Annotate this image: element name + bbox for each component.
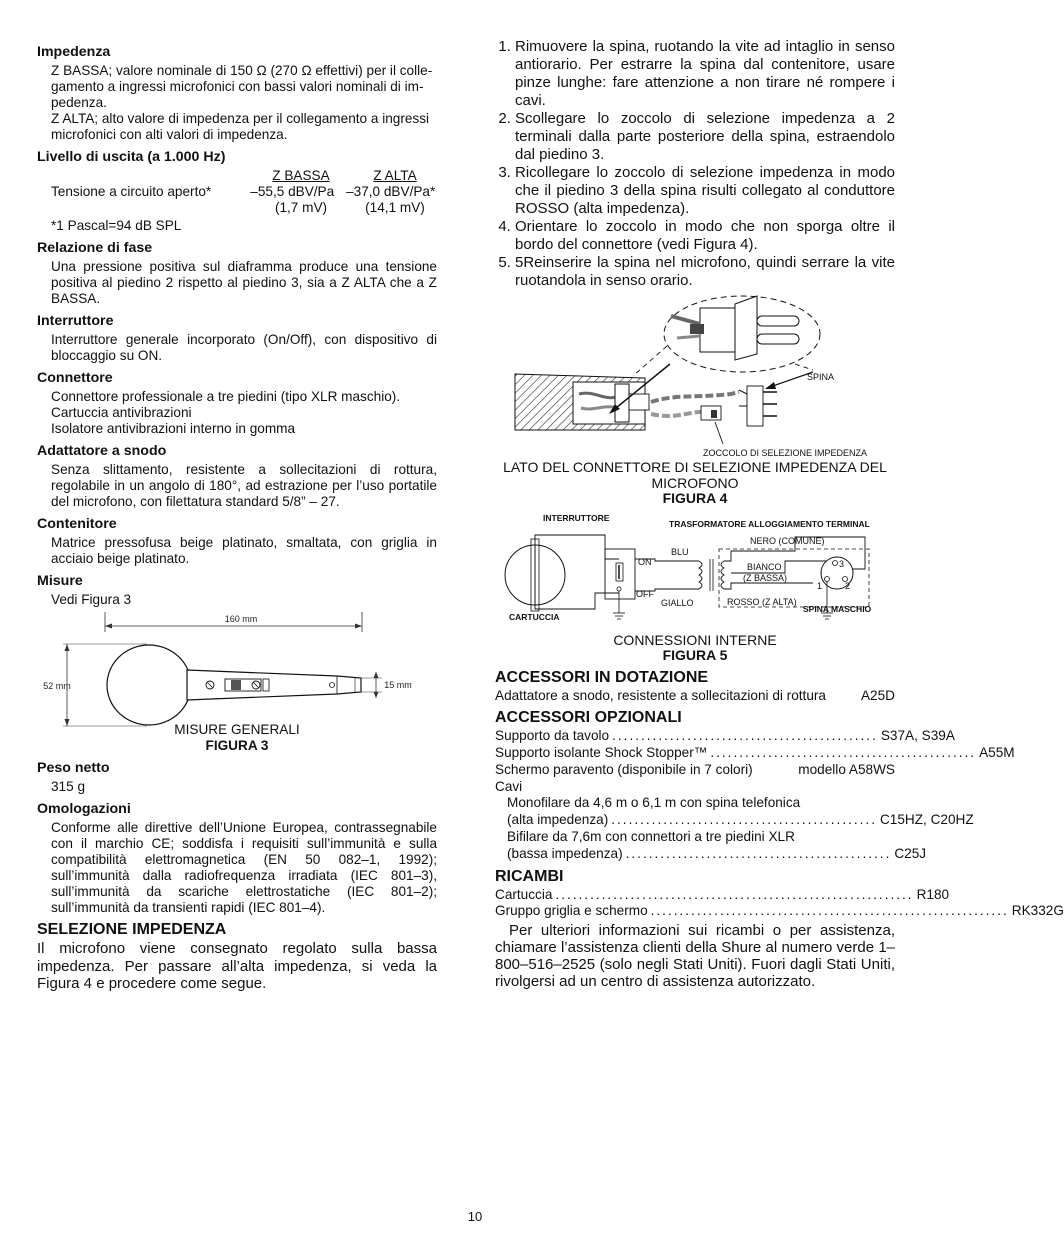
heading-interruttore: Interruttore [37,313,114,329]
livello-high-value: –37,0 dBV/Pa* [346,184,436,199]
connettore-line: Isolatore antivibrazioni interno in gomma [51,421,296,436]
mic-grille [107,645,191,725]
option-label: Schermo paravento (disponibile in 7 colori) [495,761,753,777]
figure-4-label: FIGURA 4 [662,490,728,506]
right-column [495,38,1064,991]
option-row: Supporto da tavolo .............................................. S37A, S39A [495,728,955,744]
label-off: OFF [636,588,654,599]
livello-note: *1 Pascal=94 dB SPL [51,218,182,233]
step-item: 4. Orientare lo zoccolo in modo che non sporga oltre il bordo del connettore (vedi Figura 4). [515,218,895,254]
step-item: 1. Rimuovere la spina, ruotando la vite ad intaglio in senso antiorario. Per estrarre la spina dal contenitore, usare pinze lunghe: fare attenzione a non tirare né rompere i cavi. [515,38,895,110]
label-nero: NERO (COMUNE) [750,535,825,546]
ricambio-label: Gruppo griglia e schermo [495,903,648,919]
pin-2: 2 [845,580,851,591]
ricambio-row: Cartuccia .............................................................. R180 [495,886,950,902]
figure-3-caption [37,722,437,754]
label-interruttore: INTERRUTTORE [543,512,610,523]
option-row [495,762,895,779]
procedure-steps [495,38,895,290]
cavo-value: C15HZ, C20HZ [879,812,974,828]
heading-livello: Livello di uscita (a 1.000 Hz) [37,149,226,165]
livello-value-row [51,184,437,200]
label-giallo: GIALLO [661,597,694,608]
cavo-label: (alta impedenza) [507,812,609,828]
ricambio-row: Gruppo griglia e schermo .............................................................. RK332G [495,903,1064,919]
figure-5-caption [495,633,895,664]
option-row: Supporto isolante Shock Stopper™ .............................................. A55M [495,745,1015,761]
cavo-value: C25J [894,845,927,861]
heading-contenitore: Contenitore [37,516,117,532]
contenitore-text: Matrice pressofusa beige platinato, smaltata, con griglia in acciaio beige platinato. [51,535,437,566]
figure-5-label: FIGURA 5 [662,647,728,663]
ricambio-value: R180 [916,886,950,902]
col-z-alta: Z ALTA [373,168,417,183]
label-spina: SPINA [807,372,835,382]
option-value: S37A, S39A [880,728,955,744]
heading-adattatore: Adattatore a snodo [37,443,167,459]
option-value: A55M [979,745,1015,761]
cavo-description: Monofilare da 4,6 m o 6,1 m con spina telefonica [507,795,801,811]
omologazioni-text: Conforme alle direttive dell’Unione Europea, contrassegnabile con il marchio CE; soddisfa i requisiti sull’immunità e sulla compatibilità elettromagnetica (EN 50 082–1, 1992); sull’immunità dalla radiofrequenza irradiata (IEC 801–3), sull’immunità da scariche elettrostatiche (IEC 801–2); sull’immunità da transienti rapidi (IEC 801–4). [51,820,437,915]
page-number: 10 [467,1209,483,1224]
livello-row-label: Tensione a circuito aperto* [51,184,212,199]
label-on: ON [638,556,652,567]
fase-text: Una pressione positiva sul diaframma produce una tensione positiva al piedino 2 rispetto al piedino 3, sia a Z ALTA che a Z BASSA. [51,259,437,306]
heading-impedenza: Impedenza [37,44,111,60]
label-rosso: ROSSO (Z ALTA) [727,596,797,607]
cavo-row: (bassa impedenza) .............................................. C25J [507,845,927,861]
option-label: Supporto da tavolo [495,728,610,744]
figure-3-title: MISURE GENERALI [174,722,300,737]
label-spina-maschio: SPINA MASCHIO [803,603,872,614]
impedenza-line: Z BASSA; valore nominale di 150 Ω (270 Ω effettivi) per il colle- [51,63,433,78]
figure-3-label: FIGURA 3 [205,738,269,753]
peso-text: 315 g [51,779,86,794]
accessory-value: A25D [860,687,895,703]
step-item: 2. Scollegare lo zoccolo di selezione impedenza a 2 terminali dalla parte posteriore della spina, estraendolo dal piedino 3. [515,110,895,164]
adattatore-text: Senza slittamento, resistente a sollecitazioni di rottura, regolabile in un angolo di 180°, ad estrazione per l’uso portatile del microfono, con filettatura standard 5/8” – 27. [51,462,437,509]
col-z-bassa: Z BASSA [272,168,330,183]
connettore-line: Cartuccia antivibrazioni [51,405,192,420]
figure-4-title: LATO DEL CONNETTORE DI SELEZIONE IMPEDENZA DEL MICROFONO [503,459,887,491]
dim-length-label: 160 mm [224,614,258,624]
heading-selezione: SELEZIONE IMPEDENZA [37,921,227,938]
pin-3: 3 [839,558,845,569]
interruttore-text: Interruttore generale incorporato (On/Off), con dispositivo di bloccaggio su ON. [51,332,437,363]
label-zbassa: (Z BASSA) [743,572,788,583]
option-label: Supporto isolante Shock Stopper™ [495,745,708,761]
label-trasformatore: TRASFORMATORE ALLOGGIAMENTO TERMINAL [669,518,870,529]
option-value: modello A58WS [798,761,895,777]
ricambio-label: Cartuccia [495,886,553,902]
heading-accessori-dotazione: ACCESSORI IN DOTAZIONE [495,668,709,686]
dim-height-label: 52 mm [43,681,71,691]
livello-table [51,168,437,234]
heading-ricambi: RICAMBI [495,867,564,885]
figure-5-wiring [495,509,895,629]
selezione-text: Il microfono viene consegnato regolato sulla bassa impedenza. Per passare all’alta impedenza, si veda la Figura 4 e procedere come segue. [37,940,437,992]
left-column [37,38,437,993]
pin-1: 1 [817,580,823,591]
livello-low-value: –55,5 dBV/Pa [250,184,335,199]
livello-header-row [51,168,437,184]
step-item: 3. Ricollegare lo zoccolo di selezione impedenza in modo che il piedino 3 della spina risulti collegato al conduttore ROSSO (alta impedenza). [515,164,895,218]
cavo-description: Bifilare da 7,6m con connettori a tre piedini XLR [507,829,795,845]
label-bianco: BIANCO [747,561,782,572]
heading-peso: Peso netto [37,760,110,776]
heading-accessori-opzionali: ACCESSORI OPZIONALI [495,709,682,727]
heading-omologazioni: Omologazioni [37,801,131,817]
impedenza-body [51,63,437,143]
impedenza-line: Z ALTA; alto valore di impedenza per il collegamento a ingressi [51,111,430,126]
cavi-label: Cavi [495,778,523,794]
livello-high-mv: (14,1 mV) [365,200,425,215]
accessory-label: Adattatore a snodo, resistente a sollecitazioni di rottura [495,687,826,703]
step-item: 5. 5Reinserire la spina nel microfono, quindi serrare la vite ruotandola in senso orario. [515,254,895,290]
heading-fase: Relazione di fase [37,240,153,256]
livello-low-mv: (1,7 mV) [274,200,328,215]
label-zoccolo: ZOCCOLO DI SELEZIONE IMPEDENZA [703,448,868,458]
accessory-row [495,688,895,705]
ricambio-value: RK332G [1011,903,1064,919]
figure-4-caption [495,460,895,507]
heading-connettore: Connettore [37,370,113,386]
cavi-list [507,795,974,862]
cavo-label: (bassa impedenza) [507,845,623,861]
dim-tail-label: 15 mm [384,680,412,690]
label-blu: BLU [671,546,689,557]
cavo-row: (alta impedenza) .............................................. C15HZ, C20HZ [507,812,974,828]
figure-5-title: CONNESSIONI INTERNE [613,631,777,648]
figure-4-connector [495,294,895,464]
impedenza-line: pedenza. [51,95,107,110]
heading-misure: Misure [37,573,83,589]
livello-mv-row [51,200,437,216]
label-cartuccia: CARTUCCIA [509,611,560,622]
impedenza-line: gamento a ingressi microfonici con bassi valori nominali di im- [51,79,424,94]
impedenza-line: microfonici con alti valori di impedenza. [51,127,288,142]
ricambi-text: Per ulteriori informazioni sui ricambi o per assistenza, chiamare l’assistenza clienti della Shure al numero verde 1–800–516–2525 (solo negli Stati Uniti). Fuori dagli Stati Uniti, rivolgersi ad un centro di assistenza autorizzato. [495,922,895,991]
misure-text: Vedi Figura 3 [51,592,132,607]
connettore-line: Connettore professionale a tre piedini (tipo XLR maschio). [51,389,401,404]
figure-3-dimensions [37,610,437,732]
